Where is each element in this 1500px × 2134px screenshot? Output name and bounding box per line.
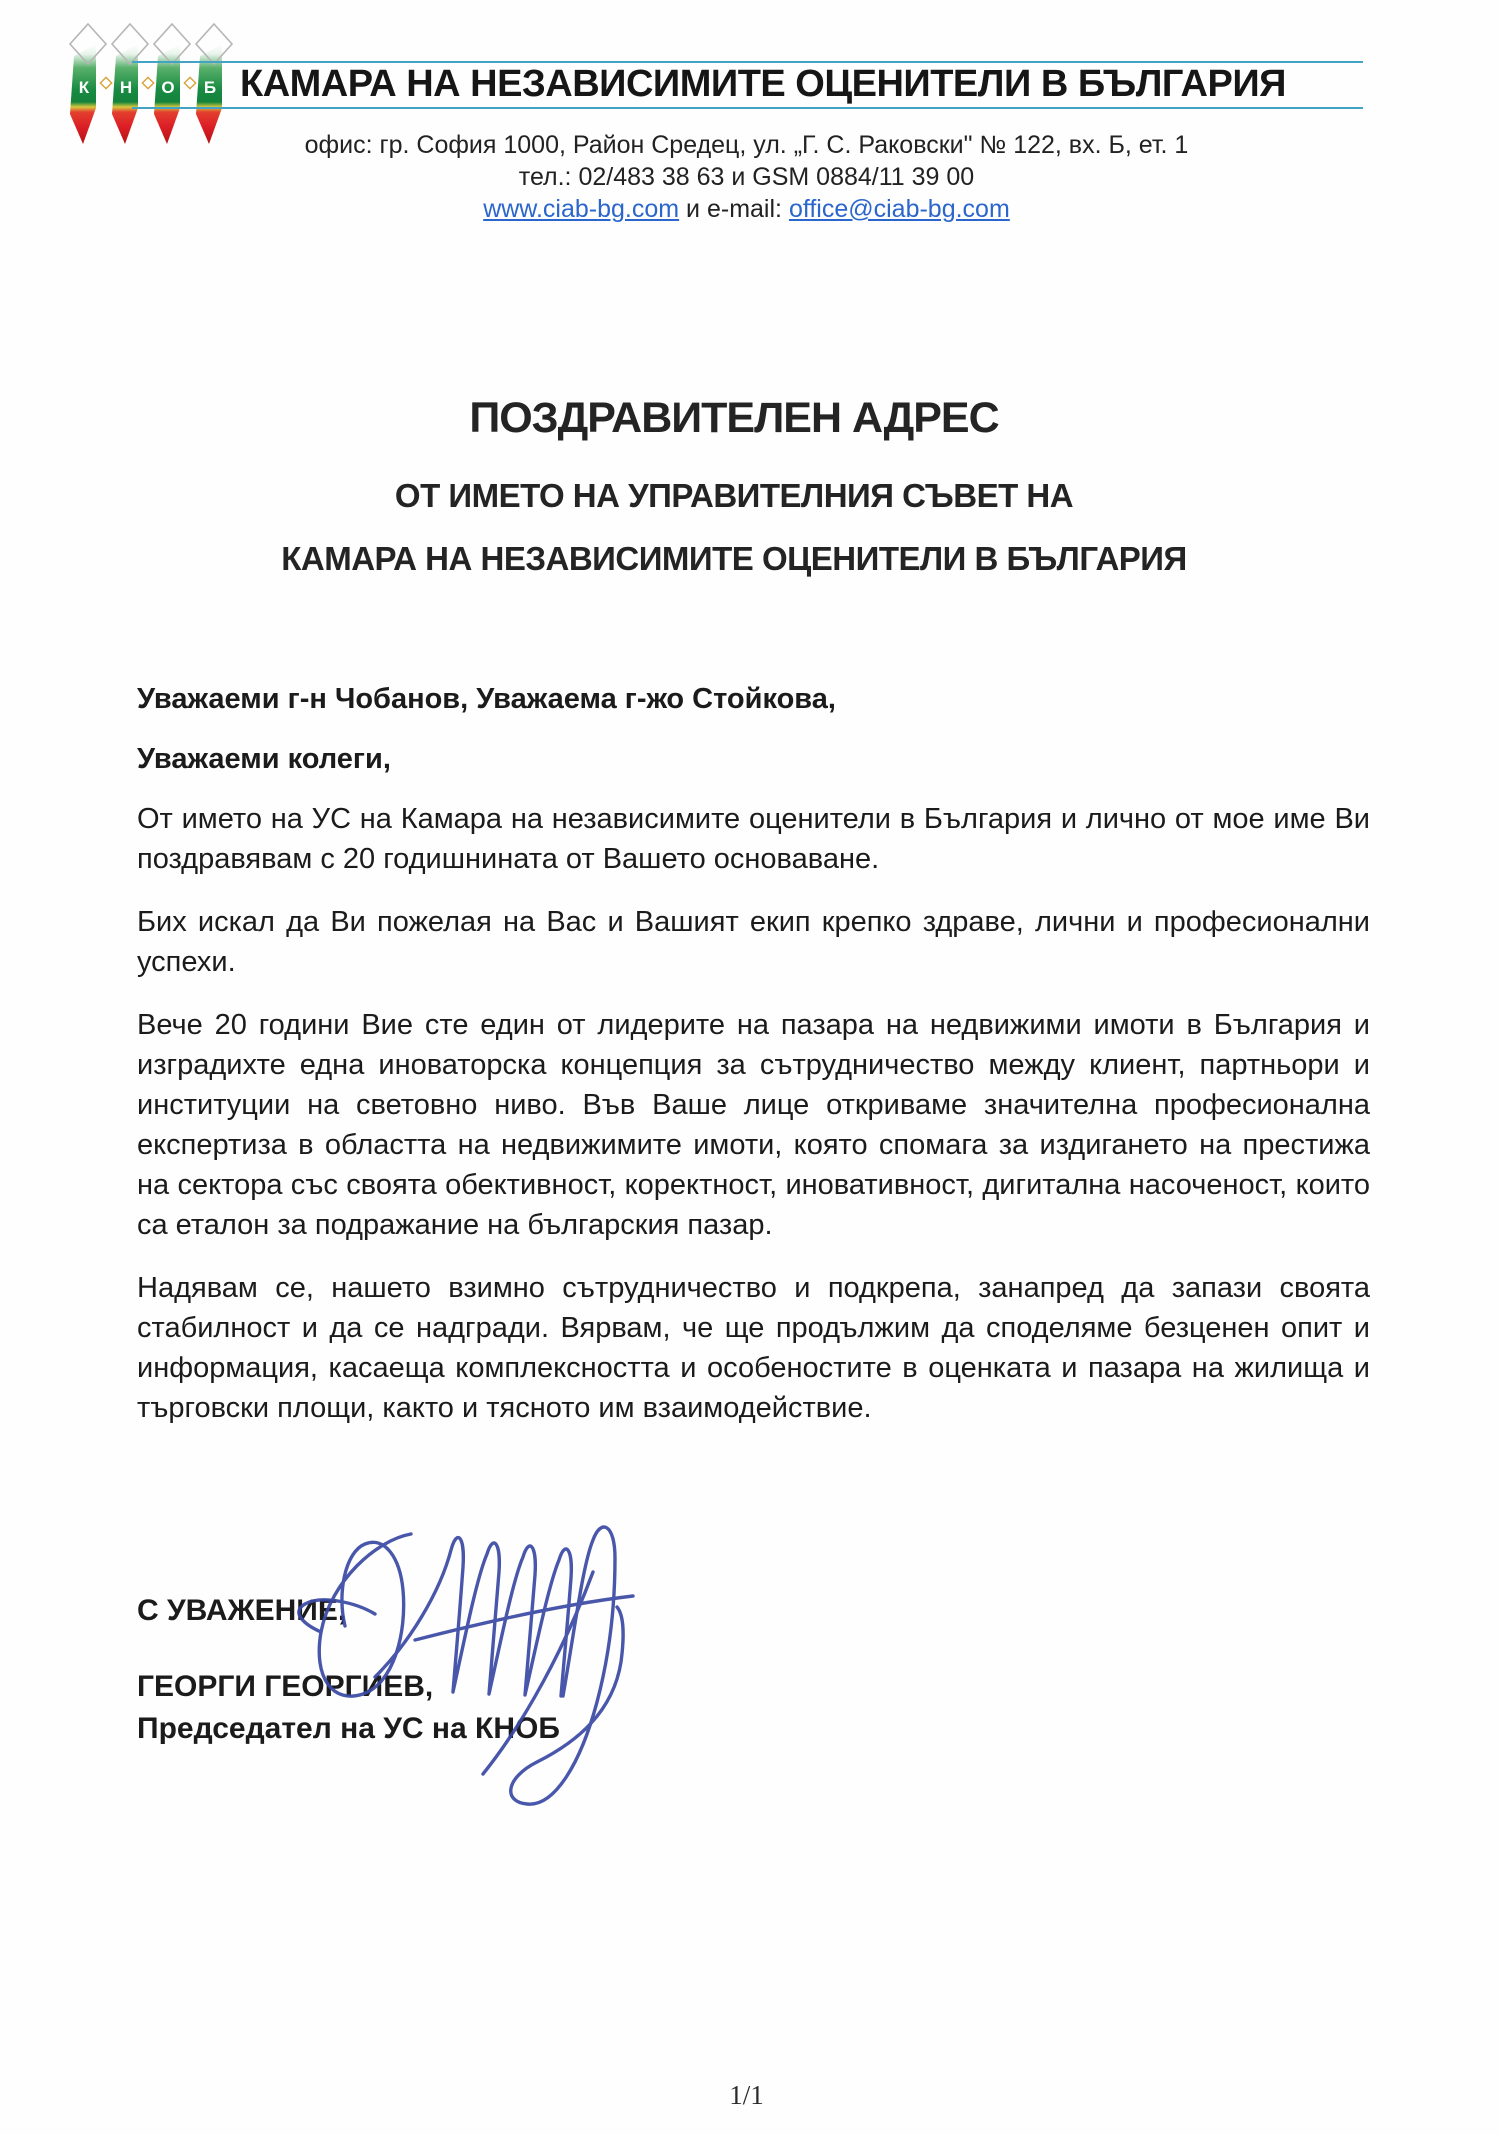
page-number: 1/1 [729, 2080, 764, 2110]
subtitle-line-1: ОТ ИМЕТО НА УПРАВИТЕЛНИЯ СЪВЕТ НА [394, 477, 1074, 514]
link-separator: и e-mail: [679, 195, 789, 223]
web-email-line [0, 195, 1493, 224]
paragraph-1: От името на УС на Камара на независимите оценители в България и лично от мое име Ви поздравявам с 20 годишнината от Вашето основаване. [137, 803, 1370, 875]
signatory-role: Председател на УС на КНОБ [137, 1712, 560, 1745]
org-name: КАМАРА НА НЕЗАВИСИМИТЕ ОЦЕНИТЕЛИ В БЪЛГАРИЯ [240, 63, 1286, 105]
signatory-name: ГЕОРГИ ГЕОРГИЕВ, [137, 1670, 434, 1703]
phone-line: тел.: 02/483 38 63 и GSM 0884/11 39 00 [518, 163, 975, 191]
signature-scribble [225, 1472, 665, 1822]
logo-letter: К [78, 78, 90, 97]
office-address: офис: гр. София 1000, Район Средец, ул. „Г. С. Раковски" № 122, вх. Б, ет. 1 [304, 131, 1189, 159]
logo-letter: Б [203, 78, 217, 97]
logo-letter: О [161, 78, 175, 97]
paragraph-4: Надявам се, нашето взимно сътрудничество и подкрепа, занапред да запази своята стабилност и да се надгради. Вярвам, че ще продължим да споделяме безценен опит и информация, касаеща комплексността и особеностите в оценката и пазара на жилища и търговски площи, както и тясното им взаимодействие. [137, 1272, 1370, 1424]
document-title: ПОЗДРАВИТЕЛЕН АДРЕС [469, 394, 999, 442]
salutation-line-1: Уважаеми г-н Чобанов, Уважаема г-жо Стойкова, [137, 683, 836, 715]
header-rule-bottom [132, 107, 1363, 109]
knob-logo [66, 22, 242, 150]
logo-ribbon [196, 24, 232, 144]
website-link: www.ciab-bg.com [483, 195, 680, 223]
closing-line: С УВАЖЕНИЕ, [137, 1594, 347, 1627]
letter-body [137, 679, 1370, 1451]
email-link: office@ciab-bg.com [788, 195, 1010, 223]
paragraph-2: Бих искал да Ви пожелая на Вас и Вашият екип крепко здраве, лични и професионални успехи. [137, 906, 1370, 978]
logo-letter: Н [119, 78, 133, 97]
salutation-line-2: Уважаеми колеги, [137, 743, 391, 775]
header-rule-top [132, 61, 1363, 63]
paragraph-3: Вече 20 години Вие сте един от лидерите на пазара на недвижими имоти в България и изградихте една иноваторска концепция за сътрудничество между клиент, партньори и институции на световно ниво. Във Ваше лице откриваме значителна професионална експертиза в областта на недвижимите имоти, която спомага за издигането на престижа на сектора със своята обективност, коректност, иновативност, дигитална насоченост, които са еталон за подражание на българския пазар. [137, 1009, 1370, 1241]
subtitle-line-2: КАМАРА НА НЕЗАВИСИМИТЕ ОЦЕНИТЕЛИ В БЪЛГАРИЯ [281, 540, 1187, 577]
